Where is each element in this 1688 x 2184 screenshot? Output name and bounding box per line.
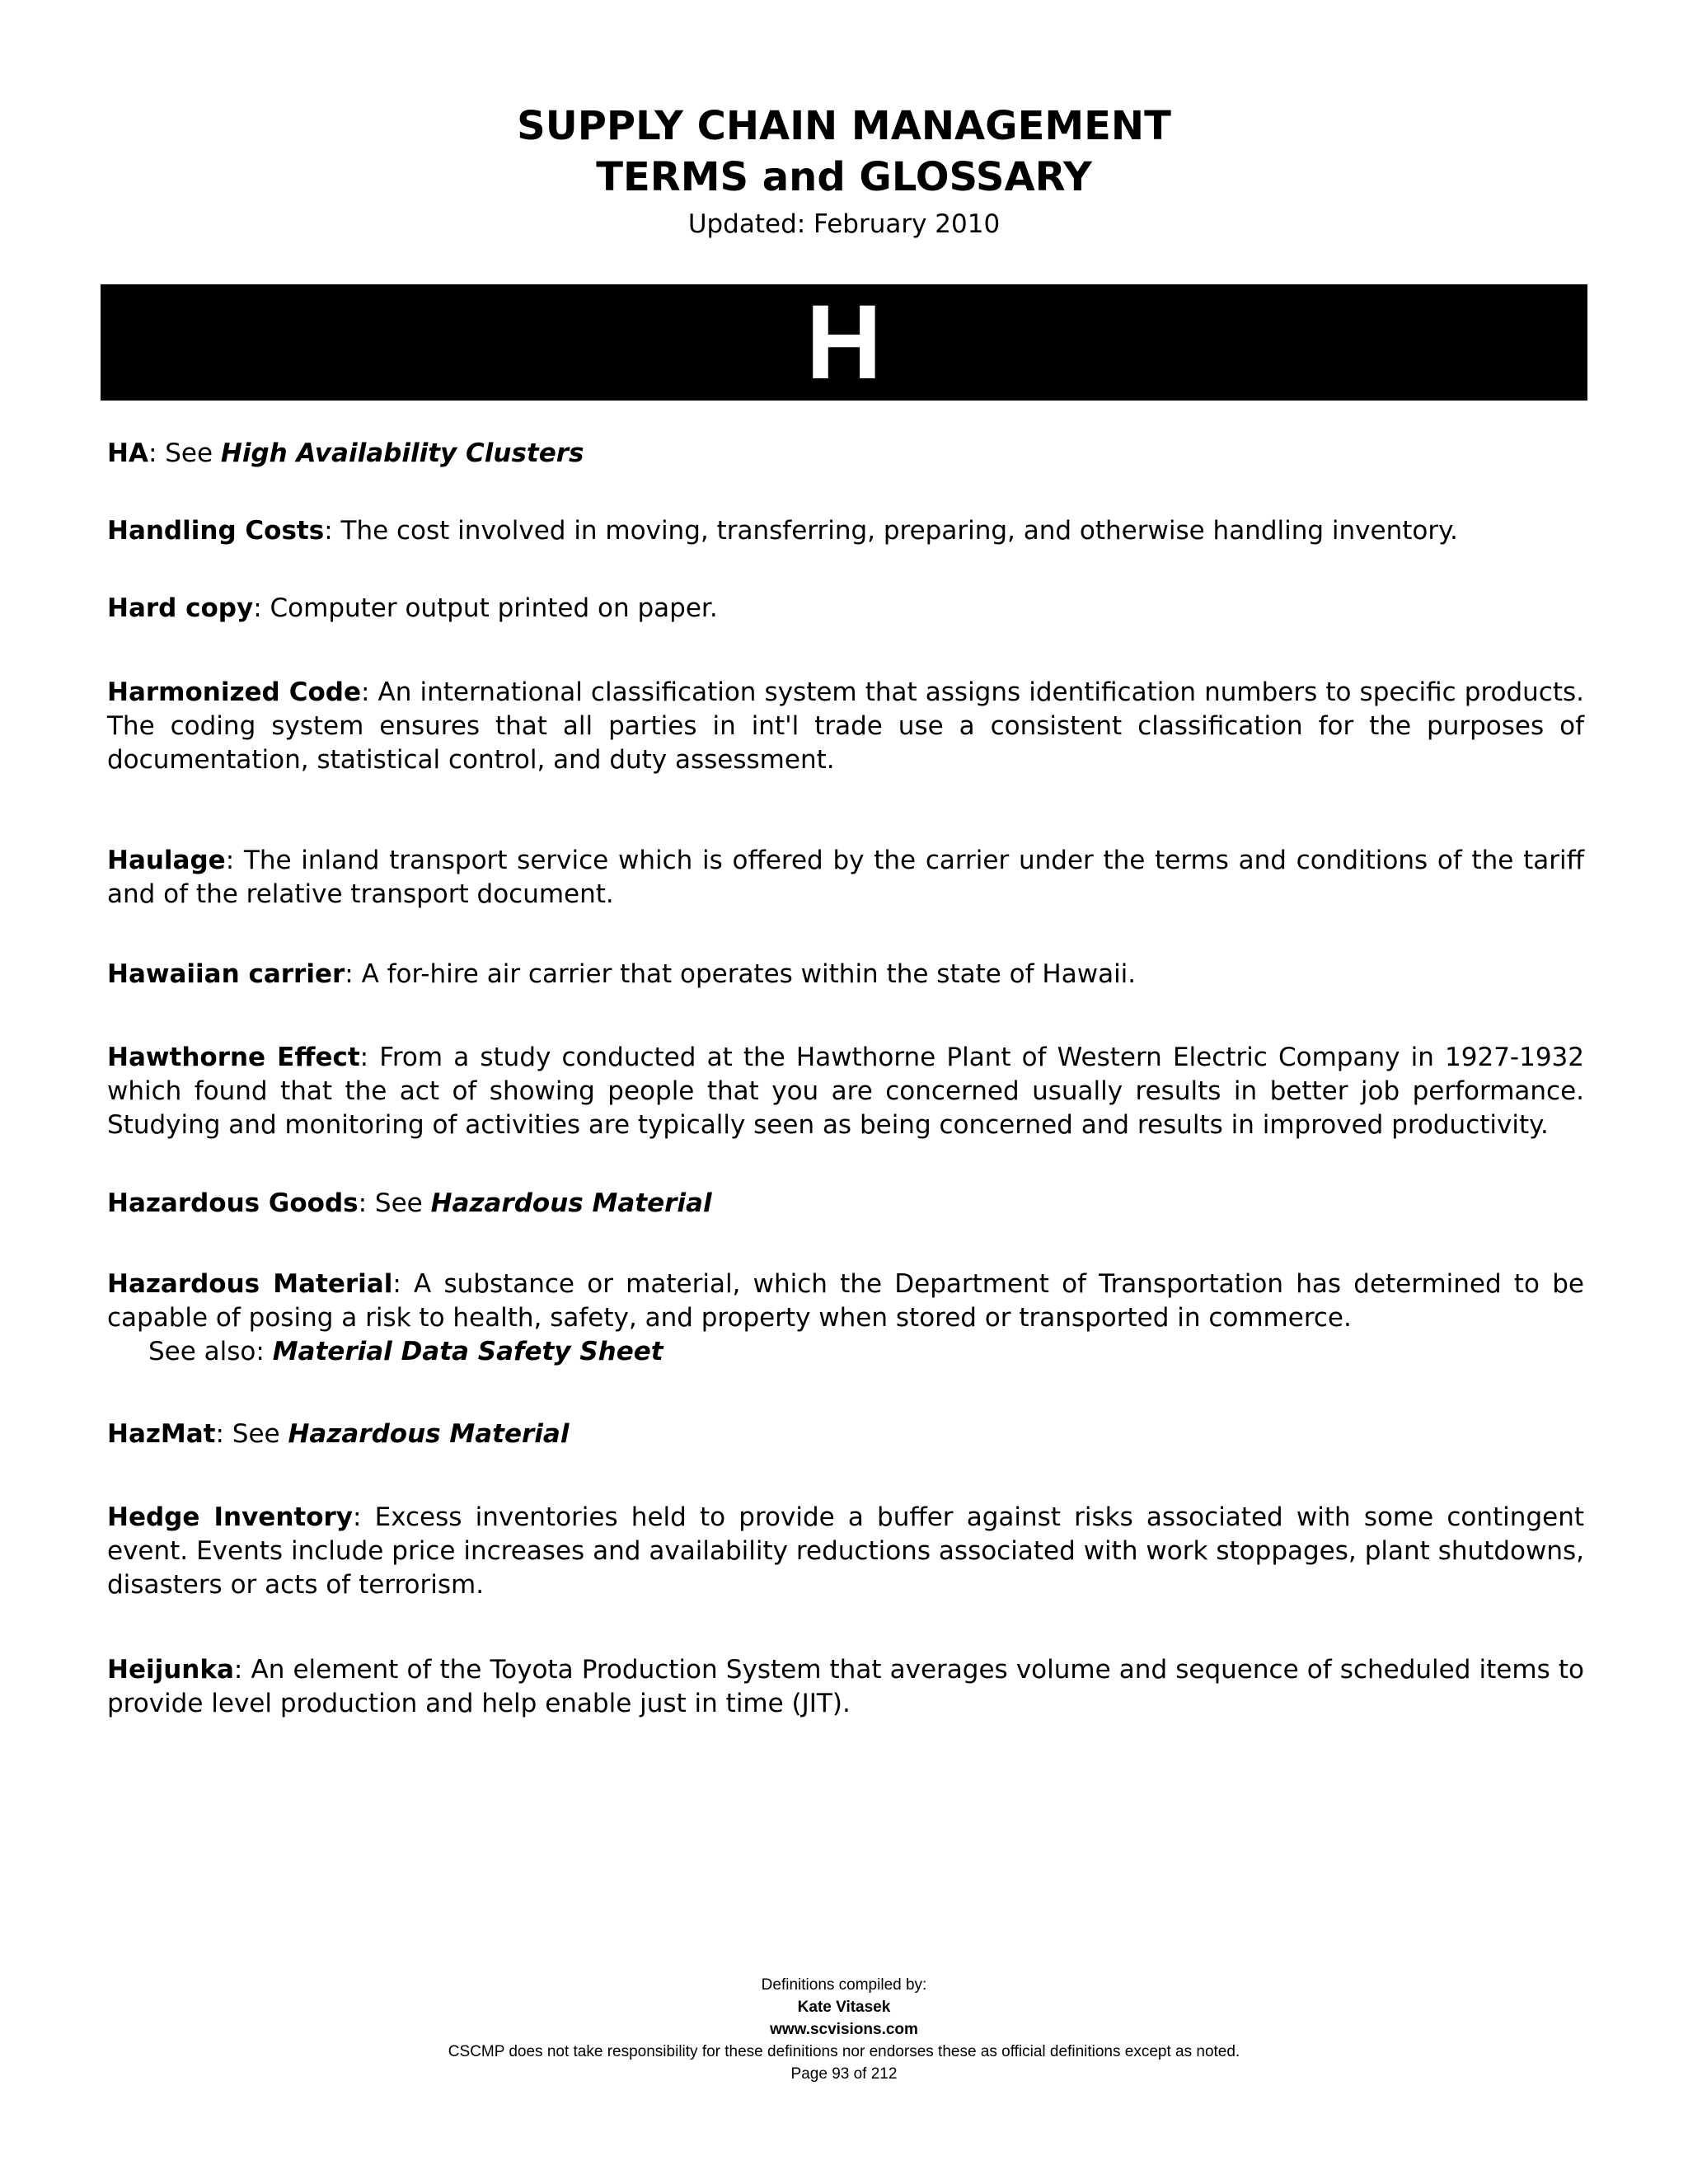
entry-term: Handling Costs <box>107 516 325 546</box>
glossary-entry-hawthorne-effect <box>107 1041 1584 1142</box>
entry-term: Hazardous Goods <box>107 1188 359 1218</box>
entry-term: HA <box>107 438 148 468</box>
entry-definition: : A for-hire air carrier that operates within the state of Hawaii. <box>345 959 1137 989</box>
entry-term: Hawthorne Effect <box>107 1043 360 1072</box>
entry-separator: : See <box>215 1419 288 1449</box>
glossary-entry-heijunka <box>107 1653 1584 1721</box>
glossary-entry-haulage <box>107 844 1584 912</box>
entry-definition: : From a study conducted at the Hawthorne Plant of Western Electric Company in 1927-1932 which found that the act of showing people that you are concerned usually results in better job performance. Studying and monitoring of activities are typically seen as being concerned and results in improved productivity. <box>107 1043 1584 1140</box>
glossary-entry-hawaiian-carrier <box>107 958 1584 991</box>
entry-definition: : A substance or material, which the Department of Transportation has determined to be capable of posing a risk to health, safety, and property when stored or transported in commerce. <box>107 1269 1584 1333</box>
entry-definition: : Excess inventories held to provide a buffer against risks associated with some contingent event. Events include price increases and availability reductions associated with work stoppages, plant shutdowns, disasters or acts of terrorism. <box>107 1502 1584 1600</box>
entry-separator: : See <box>148 438 221 468</box>
section-letter-banner <box>101 284 1587 401</box>
entry-term: Haulage <box>107 846 226 875</box>
glossary-entry-hazardous-material <box>107 1268 1584 1335</box>
glossary-entry-hedge-inventory <box>107 1501 1584 1602</box>
entry-term: Hedge Inventory <box>107 1502 354 1532</box>
entry-term: Hard copy <box>107 593 254 623</box>
updated-date: Updated: February 2010 <box>687 209 1001 239</box>
section-letter: H <box>805 284 883 401</box>
entry-separator: : See <box>358 1188 431 1218</box>
footer-website: www.scvisions.com <box>770 2021 918 2038</box>
glossary-entry-ha <box>107 437 1584 471</box>
entry-definition: : An international classification system that assigns identification numbers to specific products. The coding system ensures that all parties in int'l trade use a consistent classification for the purposes of documentation, statistical control, and duty assessment. <box>107 677 1585 775</box>
page-title-line-2: TERMS and GLOSSARY <box>596 154 1092 200</box>
entry-definition: : The inland transport service which is offered by the carrier under the terms and conditions of the tariff and of the relative transport document. <box>107 846 1584 909</box>
footer-compiled-by: Definitions compiled by: <box>761 1976 927 1994</box>
entry-definition: : Computer output printed on paper. <box>253 593 718 623</box>
entry-definition: : The cost involved in moving, transferring, preparing, and otherwise handling inventory. <box>324 516 1458 546</box>
glossary-entry-hazardous-goods <box>107 1187 1584 1221</box>
footer-page-number: Page 93 of 212 <box>790 2065 898 2083</box>
page-header <box>0 101 1688 241</box>
see-also-label: See also: <box>148 1337 273 1366</box>
glossary-entry-harmonized-code <box>107 676 1584 777</box>
entry-cross-reference: Hazardous Material <box>288 1419 570 1449</box>
footer-author: Kate Vitasek <box>797 1999 891 2016</box>
see-also-reference: Material Data Safety Sheet <box>272 1337 663 1366</box>
glossary-entry-handling-costs <box>107 514 1584 548</box>
entry-cross-reference: Hazardous Material <box>430 1188 712 1218</box>
page-footer <box>0 1974 1688 2085</box>
glossary-entry-hard-copy <box>107 592 1584 626</box>
entry-term: Hazardous Material <box>107 1269 393 1299</box>
entry-cross-reference: High Availability Clusters <box>220 438 584 468</box>
page-title-line-1: SUPPLY CHAIN MANAGEMENT <box>517 103 1171 149</box>
entry-definition: : An element of the Toyota Production System that averages volume and sequence of scheduled items to provide level production and help enable just in time (JIT). <box>107 1655 1584 1718</box>
entry-term: Harmonized Code <box>107 677 362 707</box>
entry-term: HazMat <box>107 1419 216 1449</box>
entry-term: Heijunka <box>107 1655 234 1685</box>
footer-disclaimer: CSCMP does not take responsibility for these definitions nor endorses these as official definitions except as noted. <box>448 2043 1240 2060</box>
see-also-line <box>148 1335 663 1369</box>
entry-term: Hawaiian carrier <box>107 959 345 989</box>
glossary-entry-hazmat <box>107 1418 1584 1451</box>
